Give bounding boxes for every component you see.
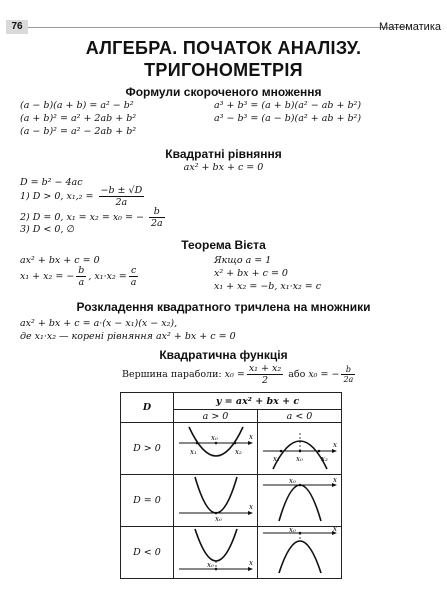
factor-formula: ax² + bx + c = a·(x − x₁)(x − x₂),: [20, 318, 178, 329]
formula-sum-square: (a + b)² = a² + 2ab + b²: [20, 113, 137, 124]
formula-sum-cubes: a³ + b³ = (a + b)(a² − ab + b²): [214, 100, 362, 111]
graph-dpos-apos: [174, 423, 258, 475]
svg-text:x₁: x₁: [189, 448, 197, 456]
graph-dzero-apos: [174, 475, 258, 527]
formula-diff-squares: (a − b)(a + b) = a² − b²: [20, 100, 134, 111]
subject-label: Математика: [379, 21, 441, 33]
vieta-if-a1: Якщо a = 1: [214, 255, 272, 266]
discriminant-formula: D = b² − 4ac: [20, 177, 83, 188]
parabola-up-no-roots: [175, 527, 257, 575]
svg-text:x₀: x₀: [210, 434, 218, 442]
svg-text:x₀: x₀: [288, 477, 296, 485]
col-a-positive: a > 0: [174, 410, 258, 423]
svg-text:x: x: [248, 559, 253, 567]
page-number: 76: [6, 20, 28, 34]
section-abridged: Формули скороченого множення: [125, 85, 322, 99]
col-func-header: y = ax² + bx + c: [174, 393, 342, 410]
svg-text:x: x: [332, 527, 337, 533]
svg-text:x₀: x₀: [214, 515, 222, 523]
case1-lhs: x₁,₂ =: [66, 191, 94, 202]
svg-text:x: x: [248, 433, 253, 441]
svg-text:x₂: x₂: [320, 455, 328, 463]
page-title-line2: ТРИГОНОМЕТРІЯ: [144, 60, 303, 80]
case-positive: [20, 185, 146, 208]
parabola-table: [120, 392, 342, 579]
svg-text:x₀: x₀: [206, 561, 214, 569]
parabola-up-one-root: [175, 475, 257, 523]
vieta-relations: x₁ + x₂ = − $\frac{b}{a}$ , x₁·x₂ = $\frac{c}{a}$: [20, 265, 137, 288]
graph-dpos-aneg: [258, 423, 342, 475]
formula-diff-square: (a − b)² = a² − 2ab + b²: [20, 126, 137, 137]
quadratic-equation: ax² + bx + c = 0: [183, 162, 264, 173]
row-label-dpos: D > 0: [121, 423, 174, 475]
case1-fraction: $\frac{-b \pm √D}{2a}$: [100, 185, 143, 208]
case2-lhs: x₁ = x₂ = x₀ = −: [66, 212, 144, 223]
svg-text:x: x: [332, 441, 337, 449]
col-d-header: D: [121, 393, 174, 423]
vieta-reduced-rel: x₁ + x₂ = −b, x₁·x₂ = c: [214, 281, 322, 292]
parabola-down-two-roots: [259, 423, 341, 471]
case2-condition: 2) D = 0,: [20, 212, 64, 223]
svg-text:x: x: [248, 503, 253, 511]
case1-condition: 1) D > 0,: [20, 191, 64, 202]
parabola-down-one-root: [259, 475, 341, 523]
section-quadratic: Квадратні рівняння: [165, 147, 282, 161]
page-header: [0, 0, 447, 34]
case3-condition: 3) D < 0,: [20, 224, 64, 235]
section-vieta: Теорема Вієта: [181, 238, 266, 252]
empty-set-symbol: ∅: [66, 224, 75, 235]
vieta-equation: ax² + bx + c = 0: [20, 255, 100, 266]
graph-dzero-aneg: [258, 475, 342, 527]
header-rule: [28, 27, 407, 28]
section-function: Квадратична функція: [159, 348, 288, 362]
parabola-up-two-roots: [175, 423, 257, 471]
graph-dneg-aneg: [258, 527, 342, 579]
page-title-line1: АЛГЕБРА. ПОЧАТОК АНАЛІЗУ.: [85, 38, 362, 58]
section-factor: Розкладення квадратного тричлена на множники: [76, 300, 371, 314]
vertex-formula: Вершина параболи: x₀ = $\frac{\text{x₁ + x₂}}{2}$ або x₀ = − $\frac{b}{2a}$: [122, 363, 354, 386]
svg-text:x₀: x₀: [295, 455, 303, 463]
svg-text:x₁: x₁: [272, 455, 280, 463]
vieta-reduced-eq: x² + bx + c = 0: [214, 268, 288, 279]
row-label-dzero: D = 0: [121, 475, 174, 527]
parabola-down-no-roots: [259, 527, 341, 575]
row-label-dneg: D < 0: [121, 527, 174, 579]
svg-text:x₂: x₂: [234, 448, 242, 456]
factor-note: де x₁·x₂ — корені рівняння ax² + bx + c = 0: [20, 331, 236, 342]
col-a-negative: a < 0: [258, 410, 342, 423]
svg-text:x₀: x₀: [288, 527, 296, 534]
graph-dneg-apos: [174, 527, 258, 579]
svg-text:x: x: [332, 476, 337, 484]
case2-fraction: $\frac{b}{2a}$: [150, 206, 163, 229]
case-negative: [20, 224, 75, 235]
formula-diff-cubes: a³ − b³ = (a − b)(a² + ab + b²): [214, 113, 362, 124]
